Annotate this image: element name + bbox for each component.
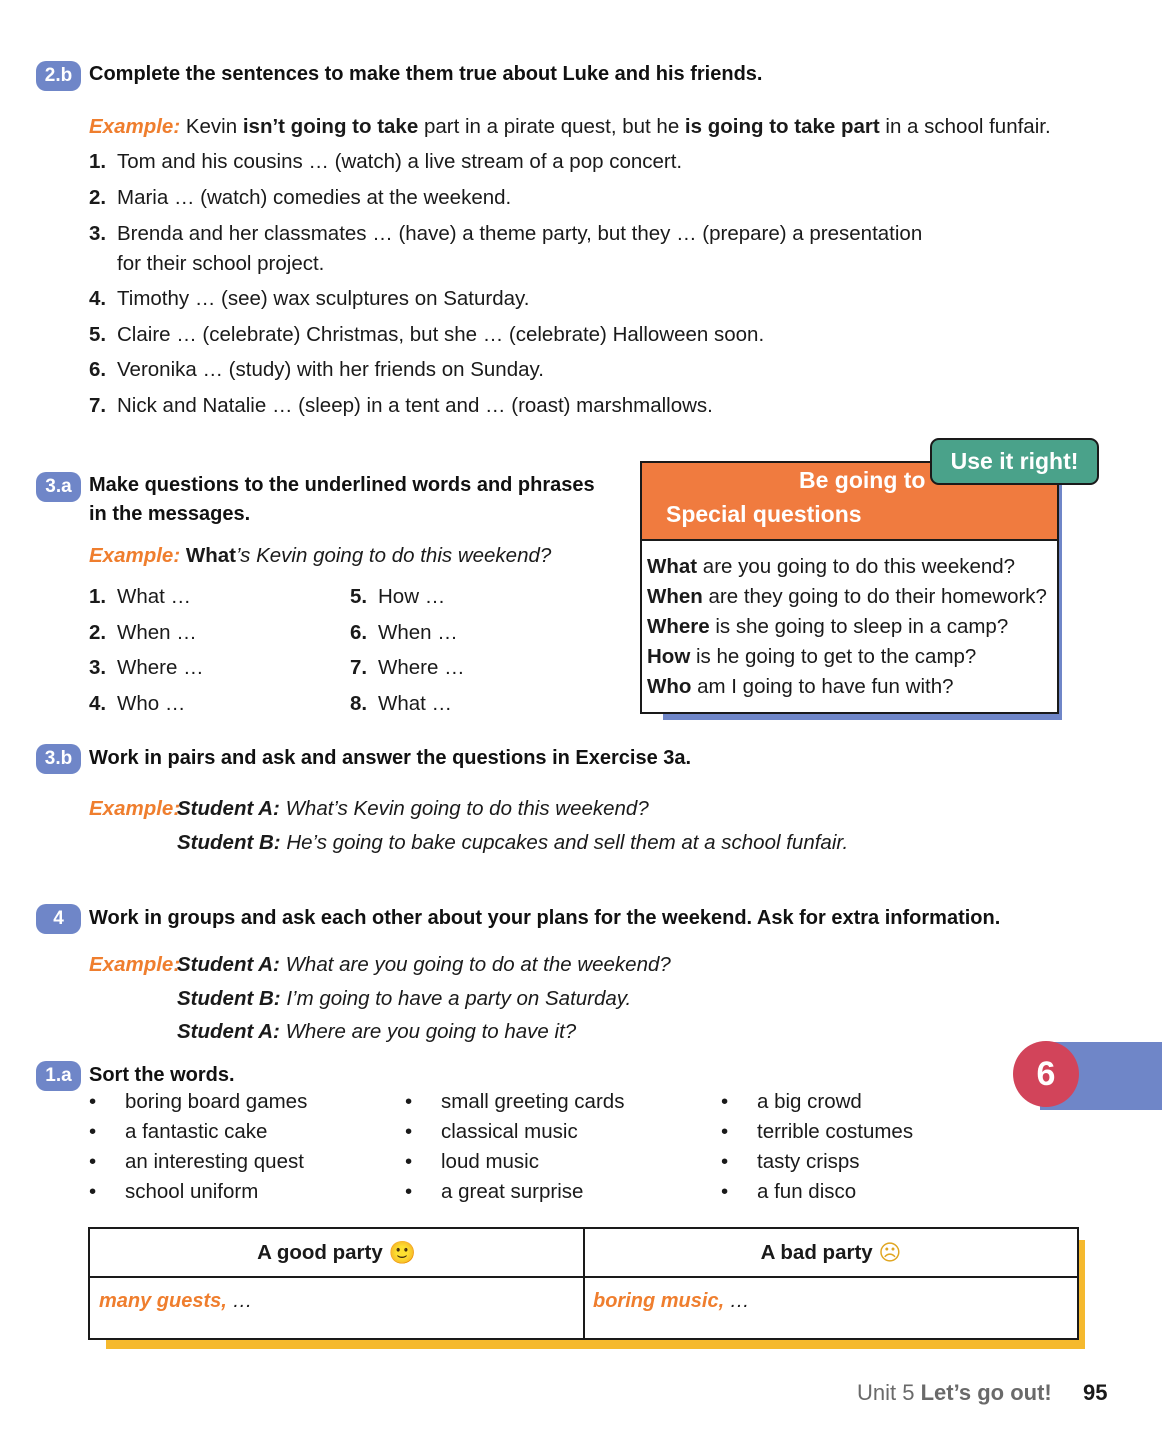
- list-item: [350, 689, 452, 719]
- question-word: Who: [647, 675, 692, 698]
- word-text: a fantastic cake: [125, 1120, 268, 1143]
- page-footer: [857, 1380, 1052, 1406]
- list-item: [89, 147, 682, 177]
- list-item: [89, 582, 191, 612]
- frown-icon: ☹: [878, 1239, 902, 1265]
- grammar-example-line: [647, 552, 1015, 582]
- bullet: •: [721, 1090, 729, 1113]
- item-number: 1.: [89, 150, 107, 173]
- word-item: [405, 1117, 578, 1147]
- dialogue-line: [177, 984, 631, 1014]
- grammar-box-subtitle: Special questions: [666, 501, 862, 527]
- bullet: •: [405, 1150, 413, 1173]
- list-item: [89, 183, 511, 213]
- item-number: 4.: [89, 287, 107, 310]
- bullet: •: [89, 1180, 97, 1203]
- item-text: When …: [117, 621, 197, 644]
- item-text: Who …: [117, 692, 186, 715]
- bullet: •: [721, 1120, 729, 1143]
- item-number: 3.: [89, 222, 107, 245]
- list-item: [89, 391, 713, 421]
- exercise-3a-instruction: [89, 471, 595, 529]
- item-number: 2.: [89, 186, 107, 209]
- word-text: loud music: [441, 1150, 539, 1173]
- cell-example: boring music,: [593, 1290, 725, 1312]
- speaker-label: Student B:: [177, 987, 281, 1010]
- item-text: Timothy … (see) wax sculptures on Saturday.: [117, 287, 530, 310]
- item-text: Where …: [117, 656, 204, 679]
- word-text: a fun disco: [757, 1180, 857, 1203]
- example-bold: isn’t going to take: [242, 115, 419, 138]
- use-it-right-tag: Use it right!: [930, 438, 1099, 485]
- dialogue-text: Where are you going to have it?: [285, 1020, 577, 1043]
- speaker-label: Student B:: [177, 831, 281, 854]
- instruction-line: in the messages.: [89, 503, 251, 525]
- dialogue-line: [177, 794, 649, 824]
- instruction-line: Make questions to the underlined words and phrases: [89, 474, 595, 496]
- exercise-badge-1a: 1.a: [36, 1061, 81, 1091]
- word-item: [721, 1117, 913, 1147]
- footer-title: Let’s go out!: [920, 1380, 1052, 1405]
- question-word: What: [647, 555, 698, 578]
- word-text: boring board games: [125, 1090, 308, 1113]
- question-text: are they going to do their homework?: [702, 585, 1047, 608]
- word-text: a great surprise: [441, 1180, 584, 1203]
- item-number: 5.: [350, 585, 368, 608]
- item-number: 3.: [89, 656, 107, 679]
- item-number: 2.: [89, 621, 107, 644]
- question-text: am I going to have fun with?: [691, 675, 954, 698]
- exercise-badge-4: 4: [36, 904, 81, 934]
- item-text: What …: [378, 692, 453, 715]
- question-word: How: [647, 645, 691, 668]
- word-text: a big crowd: [757, 1090, 862, 1113]
- example-label: Example:: [89, 953, 181, 976]
- exercise-2b-example: [89, 112, 1051, 142]
- example-label: Example:: [89, 797, 181, 820]
- bullet: •: [89, 1120, 97, 1143]
- item-number: 8.: [350, 692, 368, 715]
- item-number: 6.: [350, 621, 368, 644]
- cell-ellipsis: …: [226, 1290, 253, 1312]
- question-text: are you going to do this weekend?: [697, 555, 1016, 578]
- smile-icon: 🙂: [388, 1239, 416, 1265]
- list-item: [89, 320, 764, 350]
- exercise-2b-instruction: Complete the sentences to make them true about Luke and his friends.: [89, 63, 763, 85]
- speaker-label: Student A:: [177, 953, 280, 976]
- example-bold: is going to take part: [684, 115, 880, 138]
- list-item: [89, 689, 185, 719]
- bullet: •: [721, 1180, 729, 1203]
- list-item: [89, 653, 204, 683]
- exercise-3b-instruction: Work in pairs and ask and answer the questions in Exercise 3a.: [89, 747, 692, 769]
- item-number: 7.: [350, 656, 368, 679]
- unit-number-badge: 6: [1013, 1041, 1079, 1107]
- list-item: [350, 582, 445, 612]
- list-item: [350, 653, 465, 683]
- column-header-bad-party: [585, 1229, 1077, 1276]
- word-item: [405, 1087, 624, 1117]
- word-text: small greeting cards: [441, 1090, 625, 1113]
- exercise-4-example: [89, 950, 180, 980]
- item-number: 4.: [89, 692, 107, 715]
- bullet: •: [405, 1120, 413, 1143]
- dialogue-text: I’m going to have a party on Saturday.: [286, 987, 632, 1010]
- question-text: is he going to get to the camp?: [690, 645, 977, 668]
- item-text: Veronika … (study) with her friends on Sunday.: [117, 358, 544, 381]
- question-word: Where: [647, 615, 710, 638]
- exercise-3a-example: [89, 541, 551, 571]
- example-text: part in a pirate quest, but he: [418, 115, 685, 138]
- exercise-badge-2b: 2.b: [36, 61, 81, 91]
- word-item: [89, 1117, 267, 1147]
- word-item: [405, 1147, 539, 1177]
- item-text: for their school project.: [117, 252, 325, 275]
- word-item: [721, 1087, 862, 1117]
- exercise-1a-instruction: Sort the words.: [89, 1064, 235, 1086]
- dialogue-line: [177, 1017, 576, 1047]
- cell-ellipsis: …: [724, 1290, 750, 1312]
- word-text: school uniform: [125, 1180, 259, 1203]
- bullet: •: [89, 1150, 97, 1173]
- speaker-label: Student A:: [177, 1020, 280, 1043]
- header-text: A good party: [257, 1240, 383, 1264]
- example-text: Kevin: [185, 115, 243, 138]
- cell-example: many guests,: [99, 1290, 227, 1312]
- list-item: [89, 219, 922, 249]
- bullet: •: [721, 1150, 729, 1173]
- bullet: •: [89, 1090, 97, 1113]
- item-number: 7.: [89, 394, 107, 417]
- word-item: [405, 1177, 583, 1207]
- word-text: terrible costumes: [757, 1120, 914, 1143]
- example-text: in a school funfair.: [879, 115, 1051, 138]
- item-text: Nick and Natalie … (sleep) in a tent and … (roast) marshmallows.: [117, 394, 713, 417]
- word-text: an interesting quest: [125, 1150, 304, 1173]
- bullet: •: [405, 1090, 413, 1113]
- list-item: [89, 618, 197, 648]
- grammar-example-line: [647, 672, 954, 702]
- table-cell[interactable]: [99, 1290, 252, 1313]
- dialogue-text: What’s Kevin going to do this weekend?: [285, 797, 649, 820]
- sorting-table: [88, 1227, 1079, 1340]
- question-text: is she going to sleep in a camp?: [709, 615, 1009, 638]
- word-item: [721, 1147, 860, 1177]
- grammar-example-line: [647, 612, 1008, 642]
- item-text: What …: [117, 585, 192, 608]
- item-text: Tom and his cousins … (watch) a live stream of a pop concert.: [117, 150, 683, 173]
- grammar-example-line: [647, 582, 1047, 612]
- dialogue-line: [177, 950, 671, 980]
- item-text: Where …: [378, 656, 465, 679]
- exercise-badge-3a: 3.a: [36, 472, 81, 502]
- item-number: 5.: [89, 323, 107, 346]
- exercise-3b-example: [89, 794, 180, 824]
- question-word: When: [647, 585, 703, 608]
- list-item: [89, 284, 529, 314]
- example-label: Example:: [89, 544, 181, 567]
- grammar-box-title: Be going to: [799, 467, 926, 493]
- dialogue-text: He’s going to bake cupcakes and sell them at a school funfair.: [286, 831, 849, 854]
- word-item: [89, 1147, 304, 1177]
- item-text: Claire … (celebrate) Christmas, but she … (celebrate) Halloween soon.: [117, 323, 765, 346]
- dialogue-text: What are you going to do at the weekend?: [285, 953, 671, 976]
- column-header-good-party: [90, 1229, 583, 1276]
- word-item: [89, 1087, 307, 1117]
- word-text: tasty crisps: [757, 1150, 860, 1173]
- table-cell[interactable]: [593, 1290, 750, 1313]
- page-number: 95: [1083, 1380, 1108, 1405]
- word-text: classical music: [441, 1120, 578, 1143]
- example-text: ’s Kevin going to do this weekend?: [235, 544, 552, 567]
- item-text: How …: [378, 585, 446, 608]
- speaker-label: Student A:: [177, 797, 280, 820]
- exercise-badge-3b: 3.b: [36, 744, 81, 774]
- item-number: 1.: [89, 585, 107, 608]
- dialogue-line: [177, 828, 848, 858]
- grammar-example-line: [647, 642, 976, 672]
- list-item-continuation: [117, 249, 324, 279]
- item-number: 6.: [89, 358, 107, 381]
- list-item: [89, 355, 544, 385]
- word-item: [721, 1177, 856, 1207]
- item-text: Maria … (watch) comedies at the weekend.: [117, 186, 512, 209]
- list-item: [350, 618, 458, 648]
- header-text: A bad party: [760, 1240, 873, 1264]
- grammar-box: [640, 461, 1059, 714]
- item-text: Brenda and her classmates … (have) a theme party, but they … (prepare) a presentation: [117, 222, 923, 245]
- word-item: [89, 1177, 258, 1207]
- footer-unit: Unit 5: [857, 1380, 921, 1405]
- example-label: Example:: [89, 115, 181, 138]
- bullet: •: [405, 1180, 413, 1203]
- exercise-4-instruction: Work in groups and ask each other about your plans for the weekend. Ask for extra information.: [89, 907, 1001, 929]
- item-text: When …: [378, 621, 458, 644]
- example-bold: What: [185, 544, 236, 567]
